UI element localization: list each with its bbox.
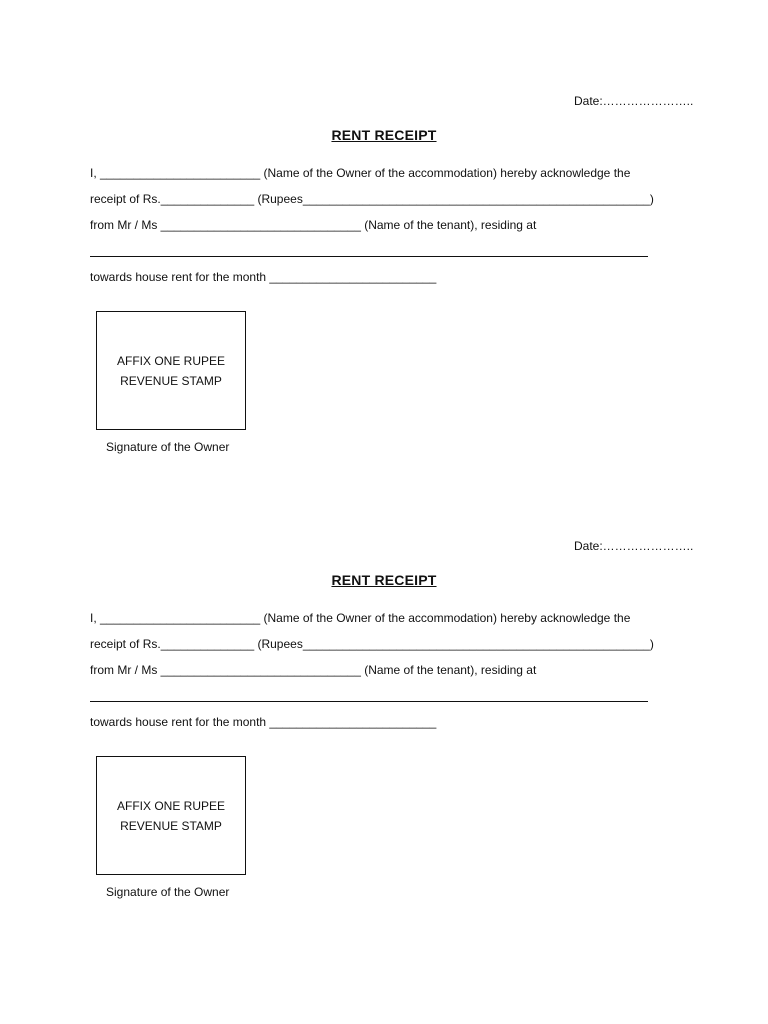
revenue-stamp-box [96,756,246,875]
owner-signature-label: Signature of the Owner [106,440,230,454]
address-blank-line [90,244,648,257]
owner-acknowledgement-line: I, ________________________ (Name of the Owner of the accommodation) hereby acknowledge the [90,166,631,180]
revenue-stamp-box [96,311,246,430]
rent-receipt-2 [0,530,768,950]
tenant-line: from Mr / Ms ______________________________ (Name of the tenant), residing at [90,218,537,232]
receipt-title: RENT RECEIPT [331,127,437,143]
stamp-text-line-1: AFFIX ONE RUPEE [116,798,226,813]
stamp-text-line-1: AFFIX ONE RUPEE [116,353,226,368]
tenant-line: from Mr / Ms ______________________________ (Name of the tenant), residing at [90,663,537,677]
date-line: Date:………………….. [574,94,694,108]
rent-receipt-1 [0,85,768,505]
stamp-text-line-2: REVENUE STAMP [120,818,222,833]
month-line: towards house rent for the month _________________________ [90,715,437,729]
amount-line: receipt of Rs.______________ (Rupees____________________________________________________) [90,192,654,206]
amount-line: receipt of Rs.______________ (Rupees____________________________________________________) [90,637,654,651]
receipt-title: RENT RECEIPT [331,572,437,588]
owner-acknowledgement-line: I, ________________________ (Name of the Owner of the accommodation) hereby acknowledge the [90,611,631,625]
month-line: towards house rent for the month _________________________ [90,270,437,284]
date-line: Date:………………….. [574,539,694,553]
stamp-text-line-2: REVENUE STAMP [120,373,222,388]
owner-signature-label: Signature of the Owner [106,885,230,899]
address-blank-line [90,689,648,702]
